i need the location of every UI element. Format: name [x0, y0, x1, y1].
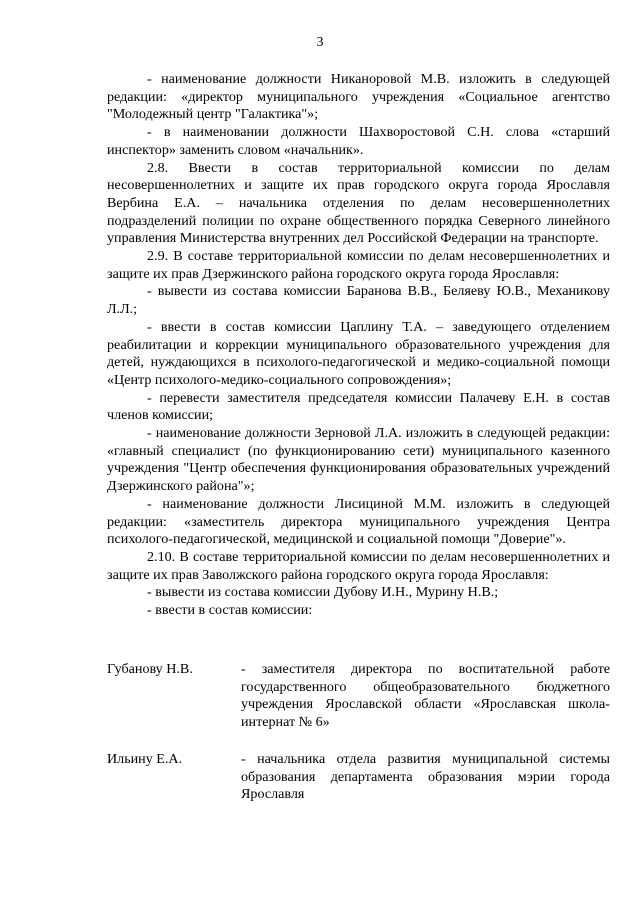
paragraph: - наименование должности Зерновой Л.А. изложить в следующей редакции: «главный специалист (по функционированию сети) муниципального казенного учреждения "Центр обеспечения функционирования образовательных учреждений Дзержинского района"»; [107, 425, 610, 495]
paragraph: 2.8. Ввести в состав территориальной комиссии по делам несовершеннолетних и защите их прав городского округа города Ярославля Вербина Е.А. – начальника отделения по делам несовершеннолетних подразделений полиции по охране общественного порядка Северного линейного управления Министерства внутренних дел Российской Федерации на транспорте. [107, 159, 610, 247]
appointee-name: Ильину Е.А. [107, 751, 183, 767]
page-number: 3 [316, 35, 324, 50]
paragraph: - перевести заместителя председателя комиссии Палачеву Е.Н. в состав членов комиссии; [107, 389, 610, 424]
appointee-position: - начальника отдела развития муниципальной системы образования департамента образования мэрии города Ярославля [241, 751, 610, 803]
paragraph: 2.9. В составе территориальной комиссии по делам несовершеннолетних и защите их прав Дзержинского района городского округа города Ярославля: [107, 248, 610, 282]
paragraph: - наименование должности Никаноровой М.В. изложить в следующей редакции: «директор муниципального учреждения «Социальное агентство "Молодежный центр "Галактика"»; [107, 71, 610, 123]
paragraph: - в наименовании должности Шахворостовой С.Н. слова «старший инспектор» заменить словом «начальник». [107, 124, 610, 158]
paragraph: - наименование должности Лисициной М.М. изложить в следующей редакции: «заместитель директора муниципального учреждения Центра психолого-педагогической, медицинской и социальной помощи "Доверие"». [107, 495, 610, 548]
document-body [107, 71, 610, 620]
appointee-position: - заместителя директора по воспитательной работе государственного общеобразовательного бюджетного учреждения Ярославской области «Ярославская школа-интернат № 6» [241, 661, 610, 731]
paragraph: - вывести из состава комиссии Дубову И.Н., Мурину Н.В.; [147, 584, 499, 601]
appointee-name: Губанову Н.В. [107, 661, 193, 677]
paragraph: - ввести в состав комиссии Цаплину Т.А. – заведующего отделением реабилитации и коррекции муниципального образовательного учреждения для детей, нуждающихся в психолого-педагогической и медико-социальной помощи «Центр психолого-медико-социального сопровождения»; [107, 318, 610, 388]
paragraph: - ввести в состав комиссии: [147, 602, 313, 619]
paragraph: 2.10. В составе территориальной комиссии по делам несовершеннолетних и защите их прав Заволжского района городского округа города Ярославля: [107, 548, 610, 583]
paragraph: - вывести из состава комиссии Баранова В.В., Беляеву Ю.В., Механикову Л.Л.; [107, 283, 610, 318]
